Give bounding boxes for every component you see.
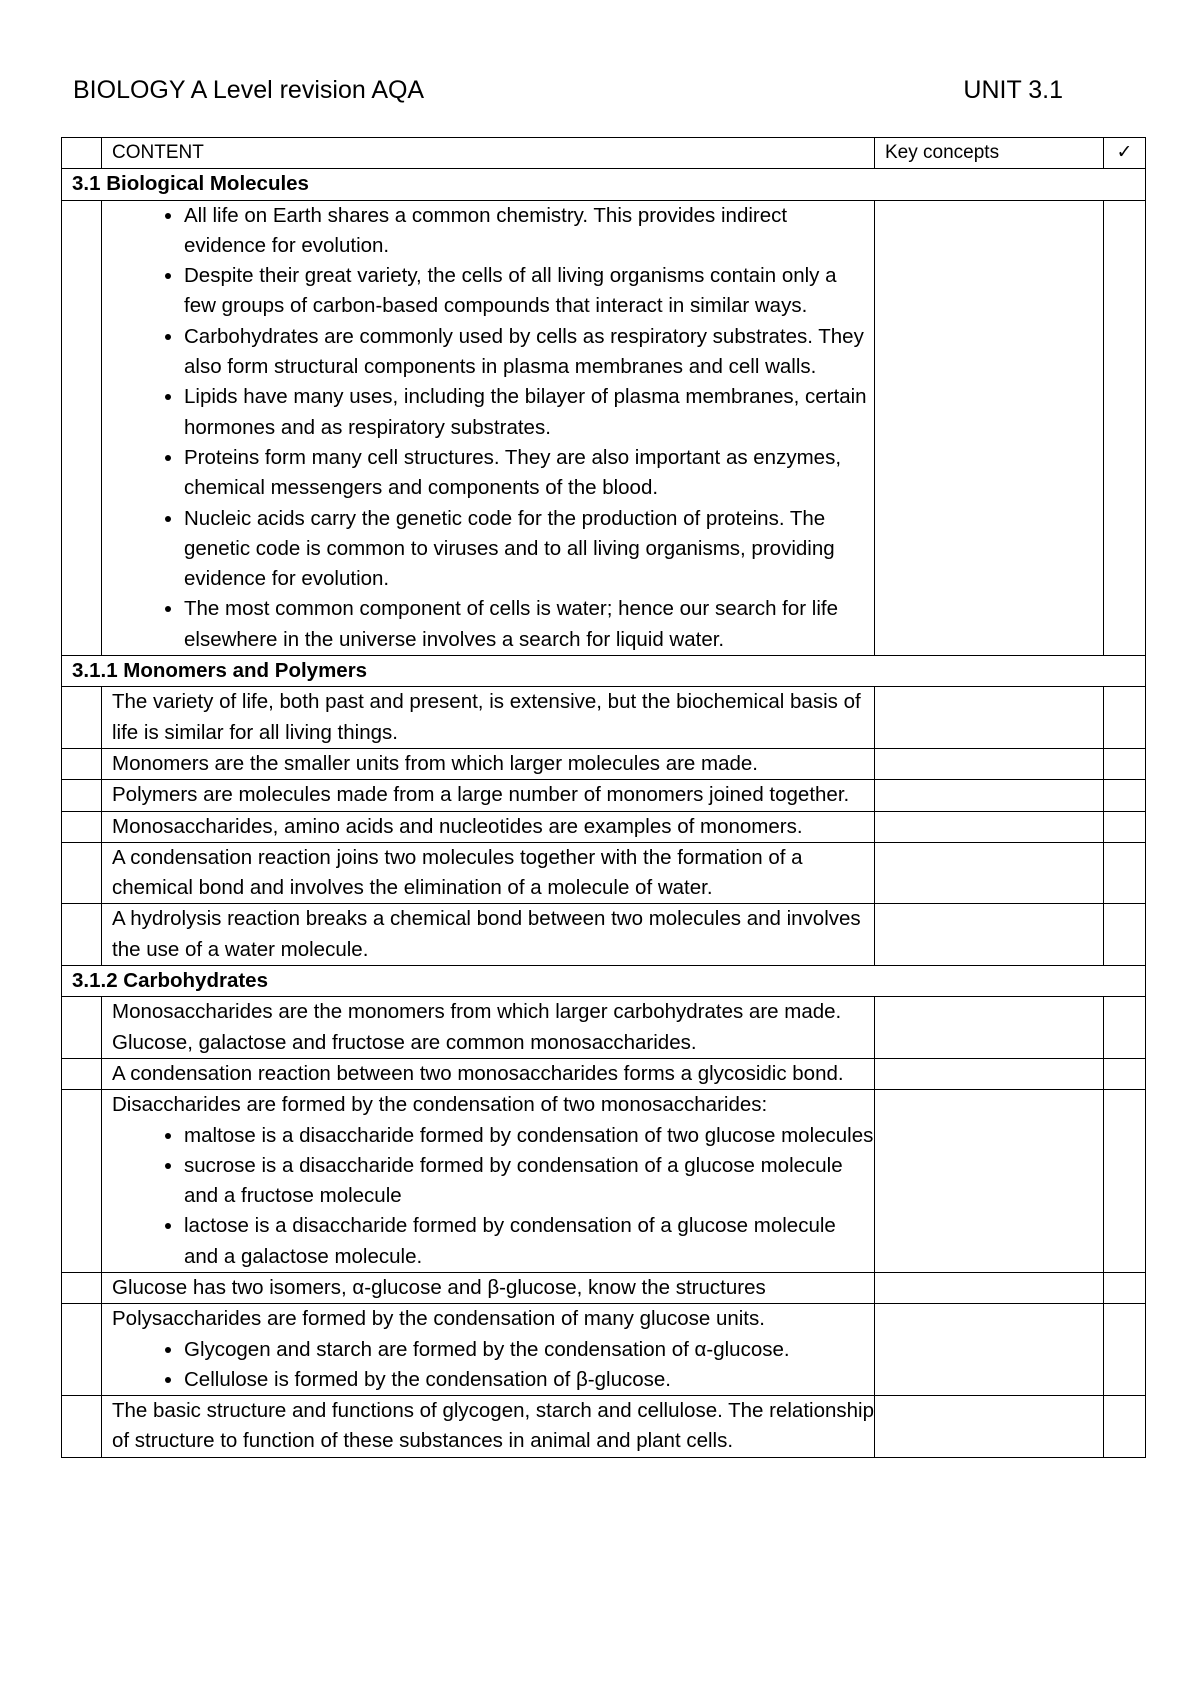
row-text: Polysaccharides are formed by the condensation of many glucose units. (112, 1307, 765, 1331)
list-item: • The most common component of cells is water; hence our search for life elsewhere in the universe involves a search for liquid water. (184, 594, 874, 655)
list-item: • Cellulose is formed by the condensation of β-glucose. (184, 1365, 874, 1395)
content-cell: Monomers are the smaller units from which larger molecules are made. (102, 748, 875, 779)
content-cell (102, 1304, 875, 1396)
list-item: • All life on Earth shares a common chemistry. This provides indirect evidence for evolution. (184, 201, 874, 262)
tick-cell[interactable] (1104, 687, 1146, 749)
table-row (62, 780, 1146, 811)
section-row (62, 966, 1146, 997)
tick-cell[interactable] (1104, 904, 1146, 966)
content-cell: The variety of life, both past and present, is extensive, but the biochemical basis of life is similar for all living things. (102, 687, 875, 749)
row-number-cell (62, 1304, 102, 1396)
table-row (62, 1304, 1146, 1396)
row-number-cell (62, 1090, 102, 1273)
list-item: • Lipids have many uses, including the bilayer of plasma membranes, certain hormones and as respiratory substrates. (184, 382, 874, 443)
row-number-cell (62, 1272, 102, 1303)
row-number-cell (62, 997, 102, 1059)
list-item: • Despite their great variety, the cells of all living organisms contain only a few groups of carbon-based compounds that interact in similar ways. (184, 261, 874, 322)
row-number-cell (62, 748, 102, 779)
key-concepts-cell[interactable] (875, 997, 1104, 1059)
list-item: • maltose is a disaccharide formed by condensation of two glucose molecules (184, 1121, 874, 1151)
tick-cell[interactable] (1104, 1304, 1146, 1396)
table-row (62, 748, 1146, 779)
table-row (62, 842, 1146, 904)
unit-label: UNIT 3.1 (963, 76, 1063, 104)
tick-cell[interactable] (1104, 1272, 1146, 1303)
content-cell: The basic structure and functions of glycogen, starch and cellulose. The relationship of structure to function of these substances in animal and plant cells. (102, 1396, 875, 1458)
table-row (62, 1272, 1146, 1303)
bullet-list (102, 201, 874, 655)
tick-cell[interactable] (1104, 811, 1146, 842)
list-item: • sucrose is a disaccharide formed by condensation of a glucose molecule and a fructose molecule (184, 1151, 874, 1212)
section-row (62, 656, 1146, 687)
key-concepts-cell[interactable] (875, 687, 1104, 749)
key-concepts-cell[interactable] (875, 1304, 1104, 1396)
tick-column-header: ✓ (1104, 138, 1146, 169)
content-cell: Polymers are molecules made from a large number of monomers joined together. (102, 780, 875, 811)
key-concepts-cell[interactable] (875, 1058, 1104, 1089)
table-row (62, 1396, 1146, 1458)
content-column-header: CONTENT (102, 138, 875, 169)
list-item: • Proteins form many cell structures. They are also important as enzymes, chemical messengers and components of the blood. (184, 443, 874, 504)
row-number-cell (62, 811, 102, 842)
content-cell: A hydrolysis reaction breaks a chemical bond between two molecules and involves the use of a water molecule. (102, 904, 875, 966)
header-empty-cell (62, 138, 102, 169)
table-row (62, 997, 1146, 1059)
tick-cell[interactable] (1104, 1090, 1146, 1273)
key-concepts-cell[interactable] (875, 748, 1104, 779)
content-cell (102, 200, 875, 655)
page-header (73, 76, 1063, 105)
key-concepts-cell[interactable] (875, 842, 1104, 904)
table-row (62, 687, 1146, 749)
bullet-list (112, 1121, 874, 1272)
table-row (62, 904, 1146, 966)
key-concepts-cell[interactable] (875, 1090, 1104, 1273)
key-concepts-cell[interactable] (875, 811, 1104, 842)
table-row (62, 1090, 1146, 1273)
row-number-cell (62, 780, 102, 811)
row-number-cell (62, 904, 102, 966)
content-cell: Glucose has two isomers, α-glucose and β-glucose, know the structures (102, 1272, 875, 1303)
key-concepts-cell[interactable] (875, 780, 1104, 811)
row-number-cell (62, 1396, 102, 1458)
content-cell: A condensation reaction joins two molecules together with the formation of a chemical bond and involves the elimination of a molecule of water. (102, 842, 875, 904)
key-concepts-cell[interactable] (875, 200, 1104, 655)
content-cell: Monosaccharides, amino acids and nucleotides are examples of monomers. (102, 811, 875, 842)
row-number-cell (62, 687, 102, 749)
key-concepts-cell[interactable] (875, 1396, 1104, 1458)
content-cell (102, 1090, 875, 1273)
table-row (62, 1058, 1146, 1089)
section-title: 3.1.1 Monomers and Polymers (62, 656, 1146, 687)
section-title: 3.1.2 Carbohydrates (62, 966, 1146, 997)
list-item: • Nucleic acids carry the genetic code for the production of proteins. The genetic code is common to viruses and to all living organisms, providing evidence for evolution. (184, 504, 874, 595)
tick-cell[interactable] (1104, 748, 1146, 779)
key-concepts-cell[interactable] (875, 1272, 1104, 1303)
tick-cell[interactable] (1104, 842, 1146, 904)
page-title: BIOLOGY A Level revision AQA (73, 76, 425, 104)
list-item: • Carbohydrates are commonly used by cells as respiratory substrates. They also form structural components in plasma membranes and cell walls. (184, 322, 874, 383)
key-concepts-cell[interactable] (875, 904, 1104, 966)
section-row (62, 169, 1146, 200)
content-cell: Monosaccharides are the monomers from which larger carbohydrates are made. Glucose, galactose and fructose are common monosaccharides. (102, 997, 875, 1059)
tick-cell[interactable] (1104, 1058, 1146, 1089)
bullet-list (112, 1335, 874, 1396)
list-item: • lactose is a disaccharide formed by condensation of a glucose molecule and a galactose molecule. (184, 1211, 874, 1272)
row-number-cell (62, 842, 102, 904)
tick-cell[interactable] (1104, 200, 1146, 655)
content-cell: A condensation reaction between two monosaccharides forms a glycosidic bond. (102, 1058, 875, 1089)
tick-cell[interactable] (1104, 997, 1146, 1059)
table-row (62, 200, 1146, 655)
row-text: Disaccharides are formed by the condensation of two monosaccharides: (112, 1093, 768, 1117)
row-number-cell (62, 200, 102, 655)
revision-table (61, 137, 1146, 1458)
row-number-cell (62, 1058, 102, 1089)
tick-cell[interactable] (1104, 1396, 1146, 1458)
table-row (62, 811, 1146, 842)
list-item: • Glycogen and starch are formed by the condensation of α-glucose. (184, 1335, 874, 1365)
key-concepts-column-header: Key concepts (875, 138, 1104, 169)
table-header-row (62, 138, 1146, 169)
tick-cell[interactable] (1104, 780, 1146, 811)
section-title: 3.1 Biological Molecules (62, 169, 1146, 200)
